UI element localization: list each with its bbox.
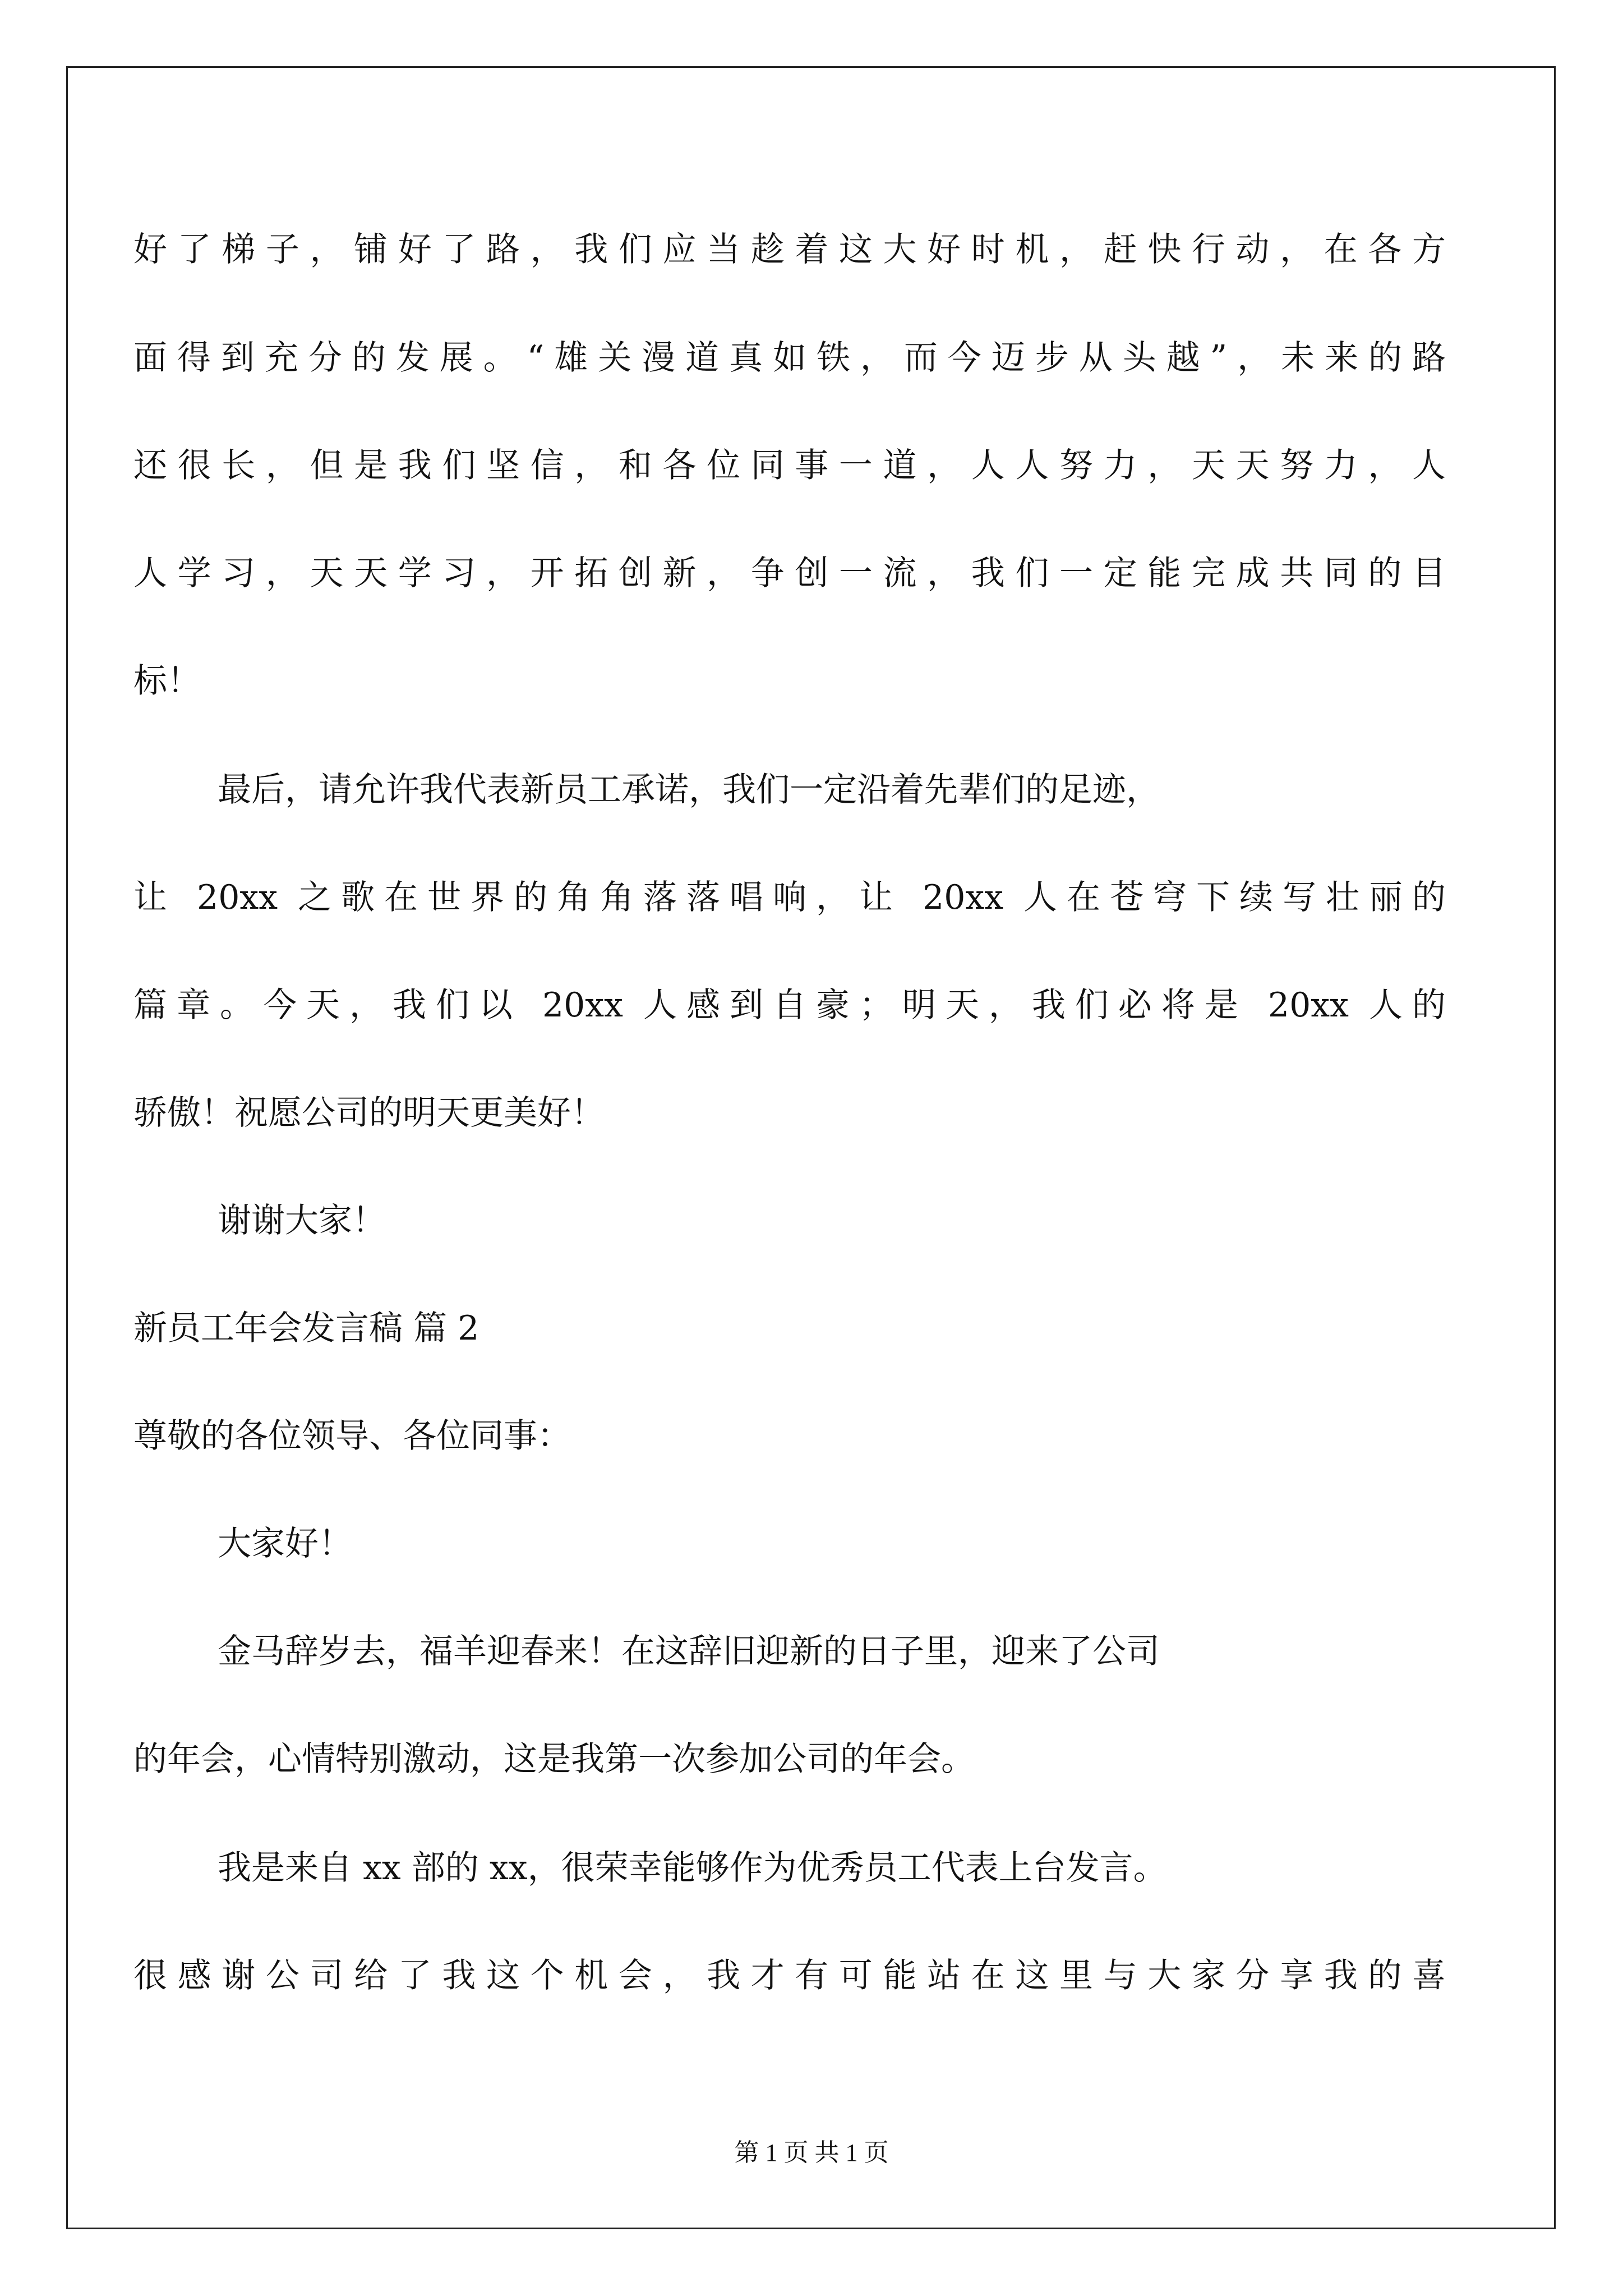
paragraph-line: 的年会，心情特别激动，这是我第一次参加公司的年会。 bbox=[133, 1740, 975, 1779]
greeting: 大家好！ bbox=[218, 1524, 352, 1563]
salutation: 尊敬的各位领导、各位同事： bbox=[133, 1416, 571, 1456]
paragraph-line: 篇章。今天，我们以 20xx 人感到自豪；明天，我们必将是 20xx 人的 bbox=[133, 986, 1446, 1025]
paragraph-line: 我是来自 xx 部的 xx，很荣幸能够作为优秀员工代表上台发言。 bbox=[218, 1848, 1167, 1888]
paragraph-line: 人学习，天天学习，开拓创新，争创一流，我们一定能完成共同的目 bbox=[133, 554, 1446, 593]
paragraph-line: 好了梯子，铺好了路，我们应当趁着这大好时机，赶快行动，在各方 bbox=[133, 230, 1446, 269]
paragraph-line: 让 20xx 之歌在世界的角角落落唱响，让 20xx 人在苍穹下续写壮丽的 bbox=[133, 878, 1446, 917]
section-heading: 新员工年会发言稿 篇 2 bbox=[133, 1309, 479, 1348]
page-border bbox=[66, 66, 1556, 2229]
page-footer: 第 1 页 共 1 页 bbox=[734, 2139, 889, 2166]
paragraph-line: 很感谢公司给了我这个机会，我才有可能站在这里与大家分享我的喜 bbox=[133, 1956, 1446, 1995]
paragraph-line: 最后，请允许我代表新员工承诺，我们一定沿着先辈们的足迹， bbox=[218, 770, 1160, 809]
paragraph-line: 还很长，但是我们坚信，和各位同事一道，人人努力，天天努力，人 bbox=[133, 446, 1446, 485]
paragraph-line: 谢谢大家！ bbox=[218, 1201, 386, 1240]
paragraph-line: 骄傲！祝愿公司的明天更美好！ bbox=[133, 1093, 605, 1133]
paragraph-line: 标！ bbox=[133, 661, 201, 701]
paragraph-line: 面得到充分的发展。“雄关漫道真如铁，而今迈步从头越”，未来的路 bbox=[133, 338, 1446, 378]
paragraph-line: 金马辞岁去，福羊迎春来！在这辞旧迎新的日子里，迎来了公司 bbox=[218, 1632, 1160, 1671]
